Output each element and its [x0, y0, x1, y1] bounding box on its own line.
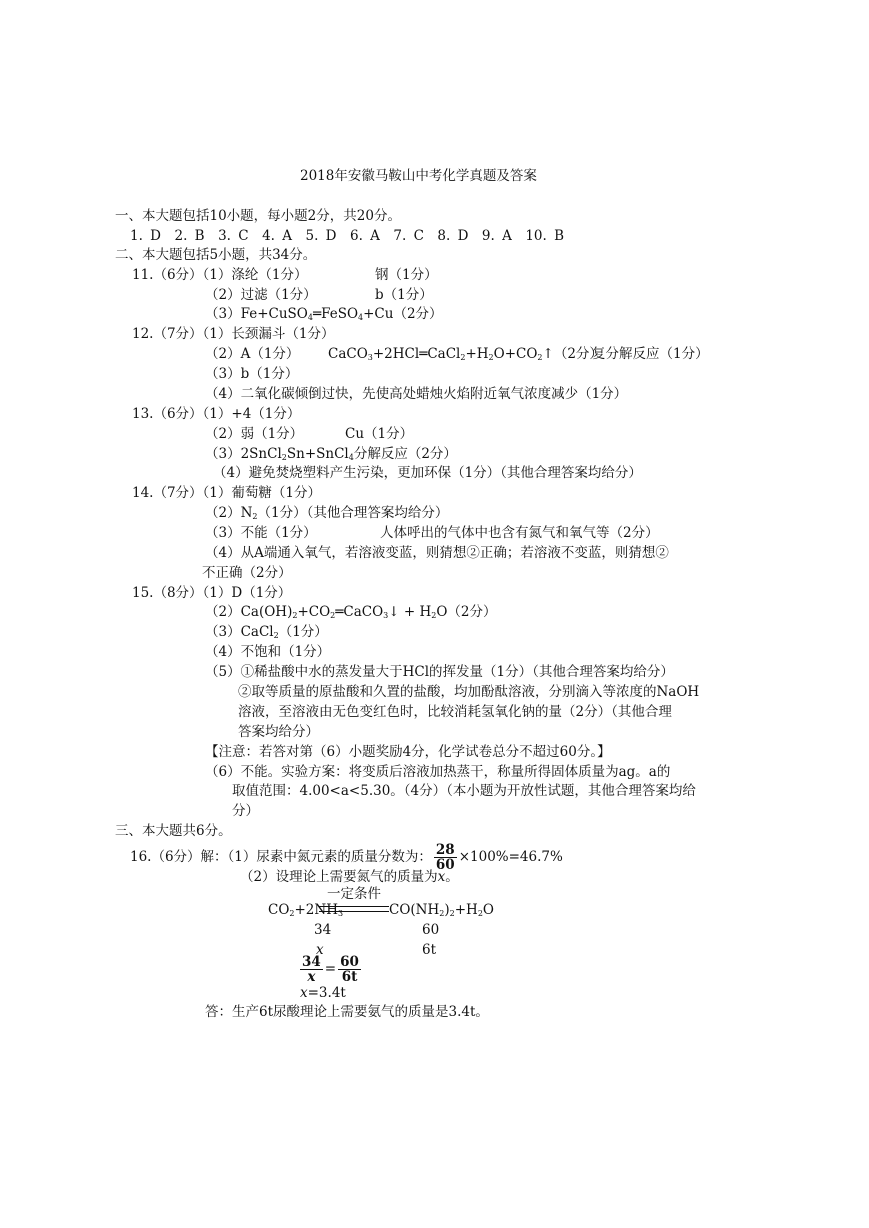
q16-answer-1: 16.（6分）解：（1）尿素中氮元素的质量分数为： $\frac{28}{60}$ ×100%=46.7%: [130, 842, 563, 873]
q12-equation: $CaCO_3+2HCl═CaCl_2+H_2O+CO_2↑(2$分）: [328, 346, 603, 362]
q13-answer-4: （4）避免焚烧塑料产生污染，更加环保（1分）（其他合理答案均给分）: [213, 465, 642, 481]
section-header-2: 二、本大题包括5小题，共34分。: [115, 247, 317, 263]
q12-answer-3: （3）b（1分）: [205, 366, 299, 382]
q12-answer-4: （4）二氧化碳倾倒过快，先使高处蜡烛火焰附近氧气浓度减少（1分）: [205, 386, 628, 402]
section-header-3: 三、本大题共6分。: [115, 823, 232, 839]
equation-left: $CO_2+2NH_3$: [268, 902, 344, 918]
q15-answer-5c: 溶液，至溶液由无色变红色时，比较消耗氢氧化钠的量（2分）（其他合理: [238, 704, 672, 720]
q11-answer-3: （3）Fe+CuSO$_4$═FeSO$_4$+Cu（2分）: [205, 306, 443, 322]
q15-answer-5d: 答案均给分）: [238, 724, 319, 740]
result: x=3.4t: [300, 985, 346, 1001]
q15-answer-1: 15.（8分）（1）D（1分）: [132, 585, 292, 601]
q13-answer-1: 13.（6分）（1）+4（1分）: [132, 406, 301, 422]
bonus-note: 【注意：若答对第（6）小题奖励4分，化学试卷总分不超过60分。】: [205, 744, 611, 760]
q15-answer-6c: 分）: [232, 803, 259, 819]
q15-answer-4: （4）不饱和（1分）: [205, 644, 331, 660]
q11-answer-2: （2）过滤（1分）: [205, 287, 317, 303]
molar-mass-left: 34: [314, 922, 332, 938]
q12-answer-1: 12.（7分）（1）长颈漏斗（1分）: [132, 326, 335, 342]
q11-answer-2b: b（1分）: [375, 287, 433, 303]
q11-answer-1: 11.（6分）（1）涤纶（1分）: [132, 267, 308, 283]
q14-answer-3: （3）不能（1分）: [205, 525, 317, 541]
q12-answer-2: （2）A（1分）: [205, 346, 300, 362]
q11-answer-1b: 钢（1分）: [375, 267, 438, 283]
q12-reaction-type: 复分解反应（1分）: [592, 346, 709, 362]
equation-equals-sign: [319, 906, 389, 912]
q15-answer-5: （5）①稀盐酸中水的蒸发量大于HCl的挥发量（1分）（其他合理答案均给分）: [205, 664, 674, 680]
q15-answer-5b: ②取等质量的原盐酸和久置的盐酸，均加酚酞溶液，分别滴入等浓度的NaOH: [238, 684, 700, 700]
known-right: 6t: [422, 942, 437, 958]
page-title: 2018年安徽马鞍山中考化学真题及答案: [300, 168, 537, 184]
reaction-condition: 一定条件: [327, 886, 381, 902]
molar-mass-right: 60: [422, 922, 440, 938]
section-header-1: 一、本大题包括10小题，每小题2分，共20分。: [115, 208, 401, 224]
q14-answer-3b: 人体呼出的气体中也含有氮气和氧气等（2分）: [380, 525, 659, 541]
proportion: $\frac{34}{x}$ = $\frac{60}{6t}$: [302, 954, 359, 985]
q15-answer-6b: 取值范围：4.00<a<5.30。（4分）（本小题为开放性试题，其他合理答案均给: [232, 783, 696, 799]
q15-answer-3: （3）CaCl$_2$（1分）: [205, 624, 328, 640]
equation-right: $CO(NH_2)_2+H_2O$: [389, 902, 494, 918]
unknown-left: x: [316, 942, 324, 958]
q13-answer-3: （3）2SnCl$_2$Sn+SnCl$_4$分解反应（2分）: [205, 446, 457, 462]
q14-answer-4: （4）从A端通入氧气，若溶液变蓝，则猜想②正确；若溶液不变蓝，则猜想②: [205, 545, 669, 561]
mc-answers: 1. D 2. B 3. C 4. A 5. D 6. A 7. C 8. D 9. A 10. B: [130, 228, 565, 244]
q15-answer-6: （6）不能。实验方案：将变质后溶液加热蒸干，称量所得固体质量为ag。a的: [205, 764, 671, 780]
q14-answer-2: $(2)N_2(1$分）（其他合理答案均给分）: [205, 505, 449, 521]
q15-answer-2: $(2)Ca(OH)_2+CO_2═CaCO_3↓ + H_2O(2$分）: [205, 604, 497, 620]
q13-answer-2: （2）弱（1分）: [205, 426, 304, 442]
q16-answer-2: （2）设理论上需要氮气的质量为x。: [240, 869, 459, 885]
q13-answer-2b: Cu（1分）: [345, 426, 414, 442]
q14-answer-4b: 不正确（2分）: [202, 565, 292, 581]
q14-answer-1: 14.（7分）（1）葡萄糖（1分）: [132, 485, 321, 501]
final-answer: 答：生产6t尿酸理论上需要氨气的质量是3.4t。: [205, 1004, 489, 1020]
mass-fraction: $\frac{28}{60}$: [435, 842, 455, 873]
